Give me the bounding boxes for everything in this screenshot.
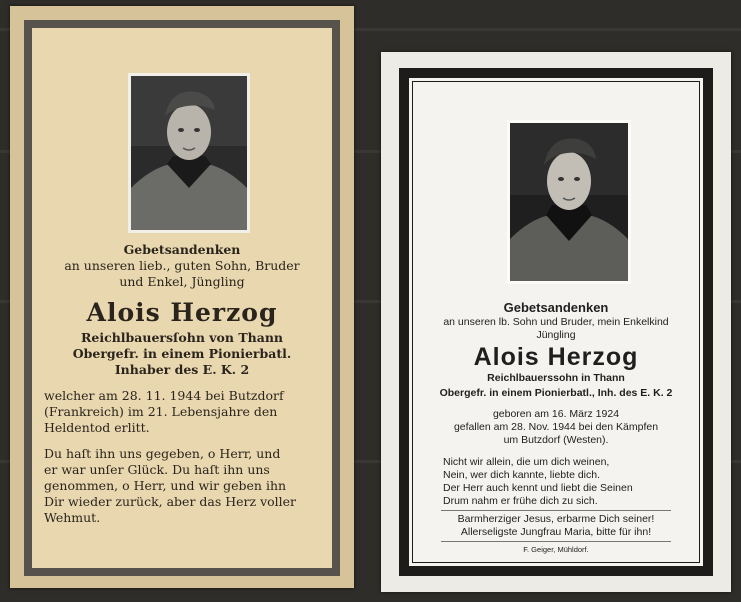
card-left-text bbox=[36, 242, 328, 526]
card-left-detail-line: Inhaber des E. K. 2 bbox=[114, 362, 250, 377]
card-right-deceased-name: Alois Herzog bbox=[473, 343, 639, 371]
soldier-portrait-left bbox=[128, 73, 250, 233]
card-left-intro-line: an unseren lieb., guten Sohn, Bruder bbox=[64, 258, 300, 273]
card-right-poem-line: Nein, wer dich kannte, liebte dich. bbox=[443, 469, 601, 481]
card-right-heading: Gebetsandenken bbox=[503, 300, 609, 315]
card-right-printer-imprint: F. Geiger, Mühldorf. bbox=[523, 545, 589, 554]
card-right-date-line: geboren am 16. März 1924 bbox=[492, 408, 620, 420]
card-left-detail-line: Obergefr. in einem Pionierbatl. bbox=[72, 346, 292, 361]
card-right-intro-line: an unseren lb. Sohn und Bruder, mein Enkelkind bbox=[443, 316, 669, 328]
card-left-death-line: welcher am 28. 11. 1944 bei Butzdorf bbox=[44, 388, 284, 403]
card-right-text bbox=[411, 300, 701, 554]
card-left-intro-line: und Enkel, Jüngling bbox=[119, 274, 245, 289]
card-left-heading: Gebetsandenken bbox=[123, 242, 241, 257]
card-right-poem-line: Nicht wir allein, die um dich weinen, bbox=[443, 456, 610, 468]
card-left-verse-line: er war unſer Glück. Du haſt ihn uns bbox=[44, 462, 270, 477]
card-right-divider bbox=[441, 541, 671, 542]
card-left-detail-line: Reichlbauersſohn von Thann bbox=[81, 330, 283, 345]
card-right-detail-line: Reichlbauerssohn in Thann bbox=[487, 372, 625, 384]
card-right-prayer-line: Barmherziger Jesus, erbarme Dich seiner! bbox=[457, 513, 655, 525]
card-right-poem bbox=[411, 456, 701, 508]
card-right-prayer-line: Allerseligste Jungfrau Maria, bitte für ihn! bbox=[460, 526, 652, 538]
card-right-intro-line: Jüngling bbox=[536, 329, 576, 341]
memorial-card-left bbox=[10, 6, 354, 588]
soldier-portrait-right bbox=[507, 120, 631, 284]
card-left-death-line: (Frankreich) im 21. Lebensjahre den bbox=[44, 404, 278, 419]
card-left-verse-line: genommen, o Herr, und wir geben ihn bbox=[44, 478, 287, 493]
card-left-verse-line: Wehmut. bbox=[44, 510, 101, 525]
portrait-image bbox=[510, 123, 628, 281]
card-left-verse-line: Dir wieder zurück, aber das Herz voller bbox=[44, 494, 297, 509]
card-right-dates bbox=[411, 408, 701, 447]
card-left-border-frame bbox=[24, 20, 340, 576]
portrait-image bbox=[131, 76, 247, 230]
card-right-divider bbox=[441, 510, 671, 511]
card-right-poem-line: Drum nahm er frühe dich zu sich. bbox=[443, 495, 598, 507]
card-right-poem-line: Der Herr auch kennt und liebt die Seinen bbox=[443, 482, 633, 494]
card-left-death-paragraph bbox=[36, 388, 328, 436]
card-right-date-line: gefallen am 28. Nov. 1944 bei den Kämpfen bbox=[453, 421, 659, 433]
card-right-date-line: um Butzdorf (Westen). bbox=[503, 434, 609, 446]
memorial-card-right bbox=[381, 52, 731, 592]
card-right-border-frame bbox=[399, 68, 713, 576]
card-left-verse bbox=[36, 446, 328, 526]
card-left-death-line: Heldentod erlitt. bbox=[44, 420, 150, 435]
card-right-detail-line: Obergefr. in einem Pionierbatl., Inh. des E. K. 2 bbox=[439, 387, 673, 399]
card-left-deceased-name: Alois Herzog bbox=[86, 298, 278, 327]
card-left-verse-line: Du haſt ihn uns gegeben, o Herr, und bbox=[44, 446, 281, 461]
